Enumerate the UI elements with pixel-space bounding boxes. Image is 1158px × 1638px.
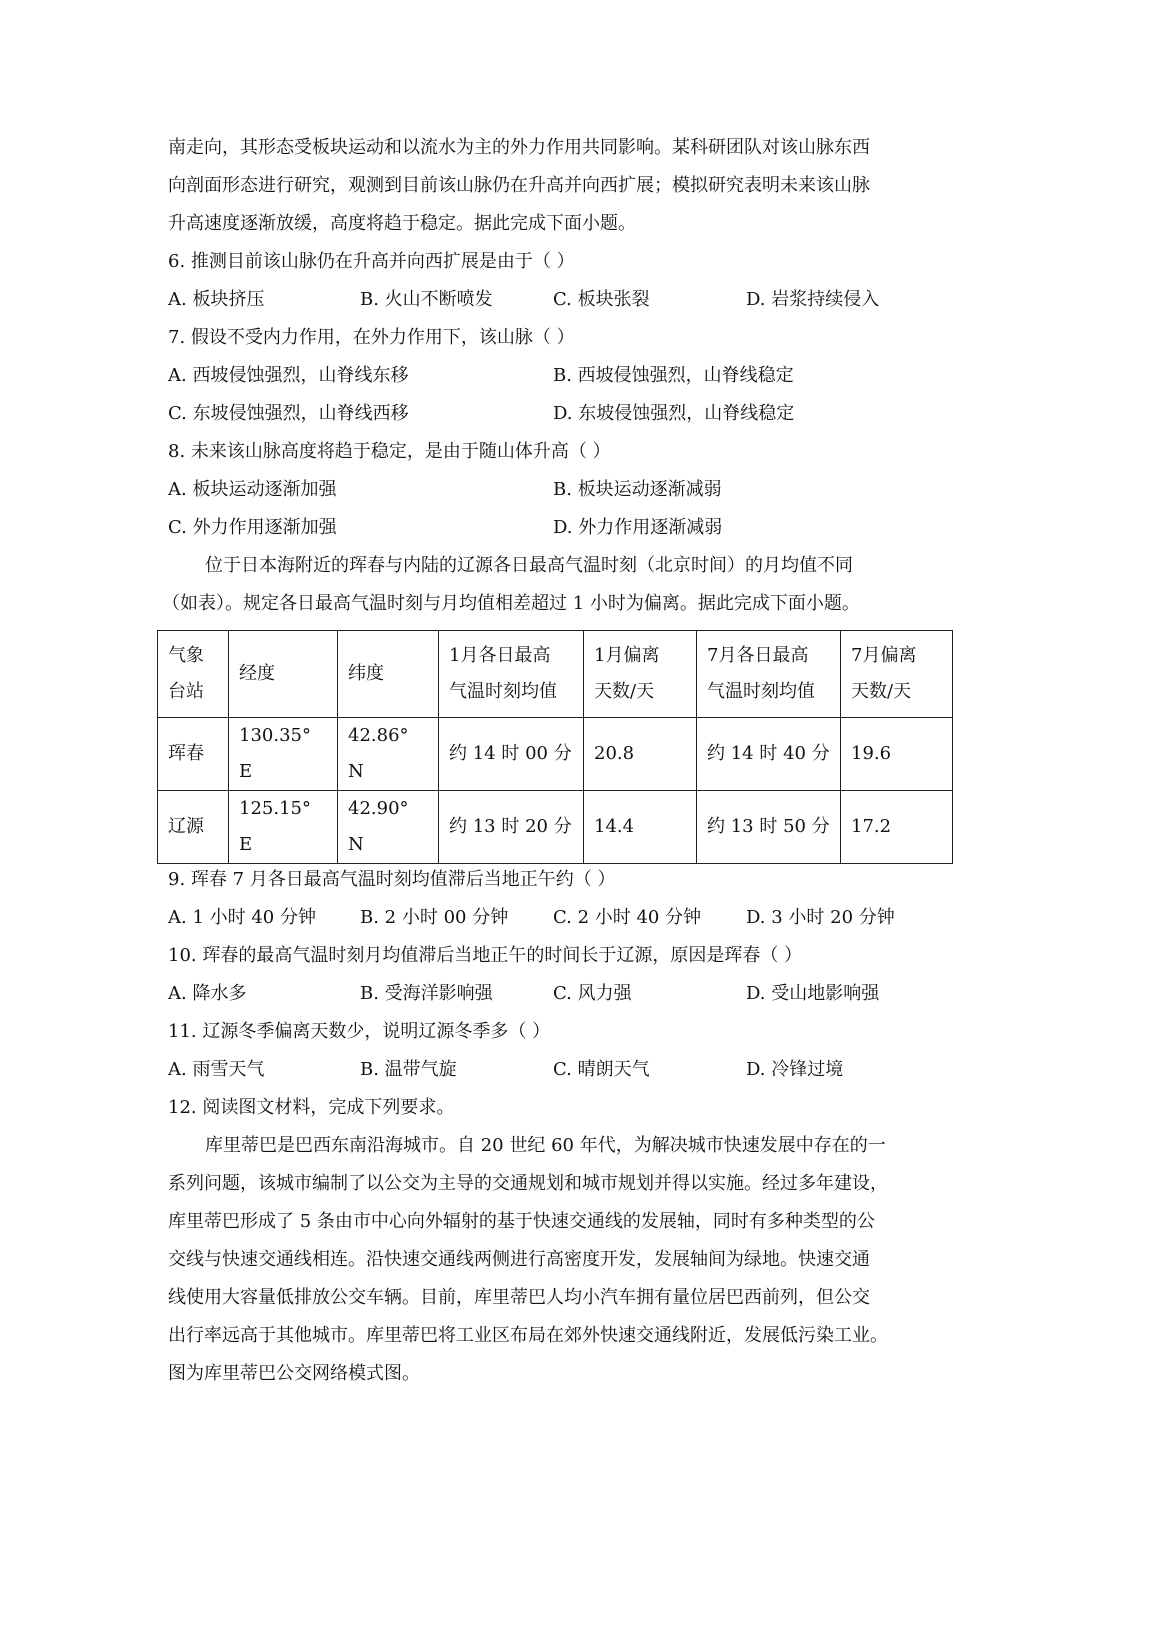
option-a: A. 降水多 [168, 983, 247, 1004]
table-row [158, 791, 953, 864]
option-a: A. 1 小时 40 分钟 [168, 907, 316, 928]
option-c: C. 晴朗天气 [553, 1059, 650, 1080]
text-line: 线使用大容量低排放公交车辆。目前，库里蒂巴人均小汽车拥有量位居巴西前列，但公交 [168, 1287, 870, 1308]
table-cell: 约 13 时 20 分 [439, 791, 584, 864]
option-b: B. 受海洋影响强 [360, 983, 493, 1004]
option-b: B. 西坡侵蚀强烈，山脊线稳定 [553, 365, 794, 386]
text-line: 位于日本海附近的珲春与内陆的辽源各日最高气温时刻（北京时间）的月均值不同 [205, 555, 853, 576]
option-a: A. 板块运动逐渐加强 [168, 479, 337, 500]
question-9: 9. 珲春 7 月各日最高气温时刻均值滞后当地正午约（ ） [168, 869, 616, 890]
text-line: （如表）。规定各日最高气温时刻与月均值相差超过 1 小时为偏离。据此完成下面小题。 [162, 593, 860, 614]
option-b: B. 温带气旋 [360, 1059, 457, 1080]
option-d: D. 受山地影响强 [746, 983, 880, 1004]
option-c: C. 2 小时 40 分钟 [553, 907, 702, 928]
option-d: D. 东坡侵蚀强烈，山脊线稳定 [553, 403, 795, 424]
text-line: 交线与快速交通线相连。沿快速交通线两侧进行高密度开发，发展轴间为绿地。快速交通 [168, 1249, 870, 1270]
table-cell: 130.35° E [229, 718, 338, 791]
table-cell: 20.8 [584, 718, 697, 791]
header-cell: 7月各日最高 气温时刻均值 [697, 631, 841, 718]
header-cell: 气象 台站 [158, 631, 229, 718]
table-cell: 125.15° E [229, 791, 338, 864]
table-cell: 约 14 时 40 分 [697, 718, 841, 791]
option-b: B. 2 小时 00 分钟 [360, 907, 509, 928]
text-line: 图为库里蒂巴公交网络模式图。 [168, 1363, 420, 1384]
table-cell: 42.86° N [338, 718, 439, 791]
table-cell: 珲春 [158, 718, 229, 791]
table-cell: 42.90° N [338, 791, 439, 864]
table-header-row [158, 631, 953, 718]
question-7: 7. 假设不受内力作用，在外力作用下，该山脉（ ） [168, 327, 575, 348]
question-12: 12. 阅读图文材料，完成下列要求。 [168, 1097, 455, 1118]
text-line: 升高速度逐渐放缓，高度将趋于稳定。据此完成下面小题。 [168, 213, 636, 234]
option-b: B. 火山不断喷发 [360, 289, 493, 310]
question-6: 6. 推测目前该山脉仍在升高并向西扩展是由于（ ） [168, 251, 575, 272]
header-cell: 经度 [229, 631, 338, 718]
text-line: 库里蒂巴形成了 5 条由市中心向外辐射的基于快速交通线的发展轴，同时有多种类型的公 [168, 1211, 875, 1232]
text-line: 库里蒂巴是巴西东南沿海城市。自 20 世纪 60 年代，为解决城市快速发展中存在的一 [205, 1135, 886, 1156]
option-d: D. 外力作用逐渐减弱 [553, 517, 723, 538]
header-cell: 1月各日最高 气温时刻均值 [439, 631, 584, 718]
option-a: A. 雨雪天气 [168, 1059, 265, 1080]
option-d: D. 冷锋过境 [746, 1059, 844, 1080]
header-cell: 纬度 [338, 631, 439, 718]
option-c: C. 板块张裂 [553, 289, 650, 310]
option-a: A. 西坡侵蚀强烈，山脊线东移 [168, 365, 409, 386]
table-cell: 19.6 [841, 718, 953, 791]
header-cell: 7月偏离 天数/天 [841, 631, 953, 718]
option-c: C. 东坡侵蚀强烈，山脊线西移 [168, 403, 409, 424]
weather-station-table [157, 630, 953, 864]
question-11: 11. 辽源冬季偏离天数少，说明辽源冬季多（ ） [168, 1021, 551, 1042]
option-c: C. 外力作用逐渐加强 [168, 517, 337, 538]
text-line: 向剖面形态进行研究，观测到目前该山脉仍在升高并向西扩展；模拟研究表明未来该山脉 [168, 175, 870, 196]
table-cell: 14.4 [584, 791, 697, 864]
table-cell: 辽源 [158, 791, 229, 864]
table-cell: 约 14 时 00 分 [439, 718, 584, 791]
table-row [158, 718, 953, 791]
option-a: A. 板块挤压 [168, 289, 265, 310]
question-10: 10. 珲春的最高气温时刻月均值滞后当地正午的时间长于辽源，原因是珲春（ ） [168, 945, 803, 966]
text-line: 南走向，其形态受板块运动和以流水为主的外力作用共同影响。某科研团队对该山脉东西 [168, 137, 870, 158]
table-cell: 17.2 [841, 791, 953, 864]
option-b: B. 板块运动逐渐减弱 [553, 479, 722, 500]
table-cell: 约 13 时 50 分 [697, 791, 841, 864]
option-c: C. 风力强 [553, 983, 632, 1004]
text-line: 系列问题，该城市编制了以公交为主导的交通规划和城市规划并得以实施。经过多年建设， [168, 1173, 888, 1194]
header-cell: 1月偏离 天数/天 [584, 631, 697, 718]
text-line: 出行率远高于其他城市。库里蒂巴将工业区布局在郊外快速交通线附近，发展低污染工业。 [168, 1325, 888, 1346]
question-8: 8. 未来该山脉高度将趋于稳定，是由于随山体升高（ ） [168, 441, 611, 462]
option-d: D. 岩浆持续侵入 [746, 289, 880, 310]
option-d: D. 3 小时 20 分钟 [746, 907, 895, 928]
